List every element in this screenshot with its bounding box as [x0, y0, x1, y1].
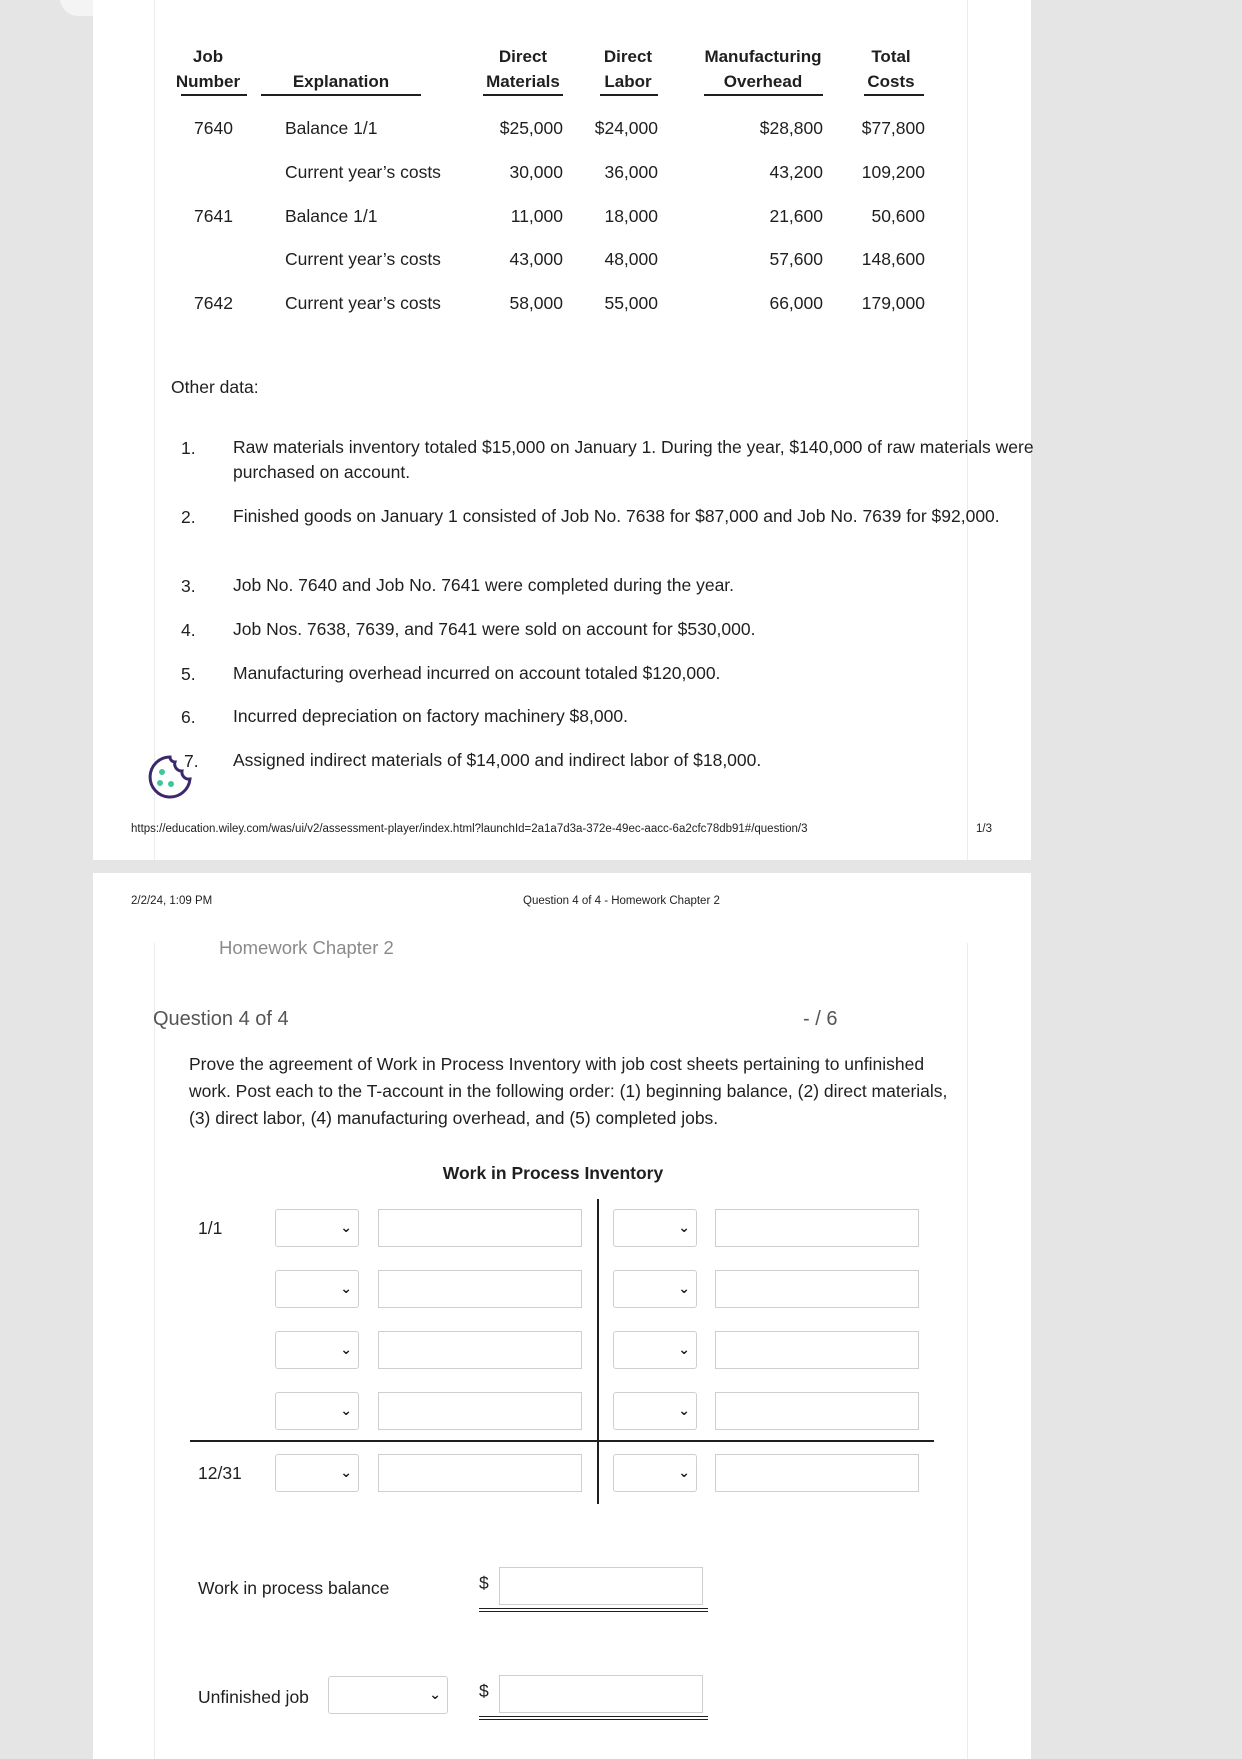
cell-total-costs: 148,600	[861, 249, 925, 269]
header-direct-labor: Direct Labor	[603, 47, 653, 91]
cell-manufacturing-overhead: 21,600	[769, 206, 823, 226]
debit-account-select[interactable]	[275, 1209, 359, 1247]
list-item-text: Finished goods on January 1 consisted of Job No. 7638 for $87,000 and Job No. 7639 for $92,000.	[233, 506, 1000, 526]
chevron-down-icon: ⌄	[678, 1280, 690, 1296]
cell-direct-labor: 36,000	[604, 162, 658, 182]
print-page-2	[93, 873, 1031, 1759]
header-explanation: Explanation	[292, 72, 390, 91]
list-item-text: Raw materials inventory totaled $15,000 on January 1. During the year, $140,000 of raw materials were purchased on account.	[233, 437, 1034, 482]
list-item-number: 4.	[181, 620, 196, 640]
chevron-down-icon: ⌄	[678, 1402, 690, 1418]
cell-explanation: Current year’s costs	[285, 249, 441, 269]
list-item-number: 5.	[181, 664, 196, 684]
other-data-heading: Other data:	[171, 377, 259, 397]
t-account-date-begin: 1/1	[198, 1218, 223, 1238]
cell-manufacturing-overhead: $28,800	[759, 118, 823, 138]
cell-direct-materials: 11,000	[510, 206, 563, 226]
content-border-left	[154, 943, 155, 1759]
print-page-1	[93, 0, 1034, 860]
cell-total-costs: 179,000	[861, 293, 925, 313]
cell-direct-materials: 43,000	[509, 249, 563, 269]
credit-amount-input[interactable]	[715, 1331, 919, 1369]
print-date: 2/2/24, 1:09 PM	[131, 895, 213, 907]
debit-account-select[interactable]	[275, 1270, 359, 1308]
unfinished-job-currency: $	[479, 1681, 489, 1701]
t-account-date-end: 12/31	[198, 1463, 242, 1483]
cell-explanation: Current year’s costs	[285, 162, 441, 182]
credit-account-select[interactable]	[613, 1331, 697, 1369]
chevron-down-icon: ⌄	[340, 1219, 352, 1235]
chevron-down-icon: ⌄	[340, 1464, 352, 1480]
unfinished-job-label: Unfinished job	[198, 1687, 309, 1707]
breadcrumb[interactable]: Homework Chapter 2	[219, 937, 394, 958]
chevron-down-icon: ⌄	[678, 1219, 690, 1235]
header-job-number: Job Number	[175, 47, 241, 91]
cell-direct-labor: 55,000	[604, 293, 658, 313]
header-underline	[261, 94, 421, 96]
t-account-horizontal-line	[190, 1440, 934, 1442]
cell-direct-materials: $25,000	[499, 118, 563, 138]
credit-amount-input[interactable]	[715, 1209, 919, 1247]
debit-balance-input[interactable]	[378, 1454, 582, 1492]
cell-explanation: Balance 1/1	[285, 206, 378, 226]
unfinished-job-amount-input[interactable]	[499, 1675, 703, 1713]
header-underline	[600, 94, 658, 96]
wip-balance-label: Work in process balance	[198, 1578, 390, 1598]
cell-manufacturing-overhead: 57,600	[769, 249, 823, 269]
list-item-text: Manufacturing overhead incurred on account totaled $120,000.	[233, 663, 721, 683]
header-underline	[483, 94, 563, 96]
footer-page-number: 1/3	[976, 823, 992, 835]
credit-account-select[interactable]	[613, 1209, 697, 1247]
header-manufacturing-overhead: Manufacturing Overhead	[704, 47, 822, 91]
header-underline	[704, 94, 823, 96]
t-account-title: Work in Process Inventory	[442, 1163, 664, 1183]
debit-balance-select[interactable]	[275, 1454, 359, 1492]
cell-direct-materials: 58,000	[509, 293, 563, 313]
cell-job: 7641	[194, 206, 233, 226]
content-border-right	[967, 0, 968, 860]
question-instructions: Prove the agreement of Work in Process Inventory with job cost sheets pertaining to unfinished work. Post each to the T-account in the following order: (1) beginning balance, (2) direct materials, (3) direct labor, (4) manufacturing overhead, and (5) completed jobs.	[189, 1054, 948, 1128]
debit-amount-input[interactable]	[378, 1331, 582, 1369]
header-total-costs: Total Costs	[867, 47, 915, 91]
credit-balance-select[interactable]	[613, 1454, 697, 1492]
credit-balance-input[interactable]	[715, 1454, 919, 1492]
footer-url: https://education.wiley.com/was/ui/v2/assessment-player/index.html?launchId=2a1a7d3a-372e-49ec-aacc-6a2cfc78db91#/question/3	[131, 823, 808, 835]
list-item-number: 3.	[181, 576, 196, 596]
double-underline	[479, 1608, 708, 1612]
cell-direct-labor: 18,000	[604, 206, 658, 226]
t-account-vertical-line	[597, 1199, 599, 1504]
cell-manufacturing-overhead: 66,000	[769, 293, 823, 313]
header-underline	[864, 94, 924, 96]
list-item-text: Incurred depreciation on factory machinery $8,000.	[233, 706, 628, 726]
chevron-down-icon: ⌄	[429, 1686, 441, 1702]
cell-direct-labor: 48,000	[604, 249, 658, 269]
list-item-number: 1.	[181, 438, 196, 458]
cell-explanation: Current year’s costs	[285, 293, 441, 313]
wip-balance-currency: $	[479, 1573, 489, 1593]
debit-amount-input[interactable]	[378, 1209, 582, 1247]
unfinished-job-select[interactable]	[328, 1676, 448, 1714]
list-item-text: Job Nos. 7638, 7639, and 7641 were sold on account for $530,000.	[233, 619, 756, 639]
cell-manufacturing-overhead: 43,200	[769, 162, 823, 182]
list-item-text: Job No. 7640 and Job No. 7641 were completed during the year.	[233, 575, 735, 595]
debit-account-select[interactable]	[275, 1331, 359, 1369]
header-underline	[181, 94, 247, 96]
cell-total-costs: $77,800	[861, 118, 925, 138]
chevron-down-icon: ⌄	[340, 1402, 352, 1418]
cell-job: 7640	[194, 118, 233, 138]
list-item-number: 2.	[181, 507, 196, 527]
chevron-down-icon: ⌄	[678, 1464, 690, 1480]
list-item-number: 6.	[181, 707, 196, 727]
chevron-down-icon: ⌄	[678, 1341, 690, 1357]
print-title: Question 4 of 4 - Homework Chapter 2	[523, 895, 720, 907]
cell-explanation: Balance 1/1	[285, 118, 378, 138]
question-label: Question 4 of 4	[153, 1008, 289, 1030]
content-border-left	[154, 0, 155, 860]
cell-direct-materials: 30,000	[509, 162, 563, 182]
credit-amount-input[interactable]	[715, 1392, 919, 1430]
list-item-number: 7.	[184, 751, 199, 771]
header-direct-materials: Direct Materials	[486, 47, 560, 91]
debit-amount-input[interactable]	[378, 1392, 582, 1430]
cell-direct-labor: $24,000	[594, 118, 658, 138]
chevron-down-icon: ⌄	[340, 1341, 352, 1357]
debit-amount-input[interactable]	[378, 1270, 582, 1308]
cell-total-costs: 50,600	[871, 206, 925, 226]
cookie-icon[interactable]	[147, 754, 193, 800]
double-underline	[479, 1716, 708, 1720]
wip-balance-input[interactable]	[499, 1567, 703, 1605]
cell-job: 7642	[194, 293, 233, 313]
list-item-text: Assigned indirect materials of $14,000 and indirect labor of $18,000.	[233, 750, 762, 770]
credit-amount-input[interactable]	[715, 1270, 919, 1308]
credit-account-select[interactable]	[613, 1392, 697, 1430]
cell-total-costs: 109,200	[861, 162, 925, 182]
chevron-down-icon: ⌄	[340, 1280, 352, 1296]
question-score: - / 6	[803, 1008, 838, 1030]
debit-account-select[interactable]	[275, 1392, 359, 1430]
credit-account-select[interactable]	[613, 1270, 697, 1308]
